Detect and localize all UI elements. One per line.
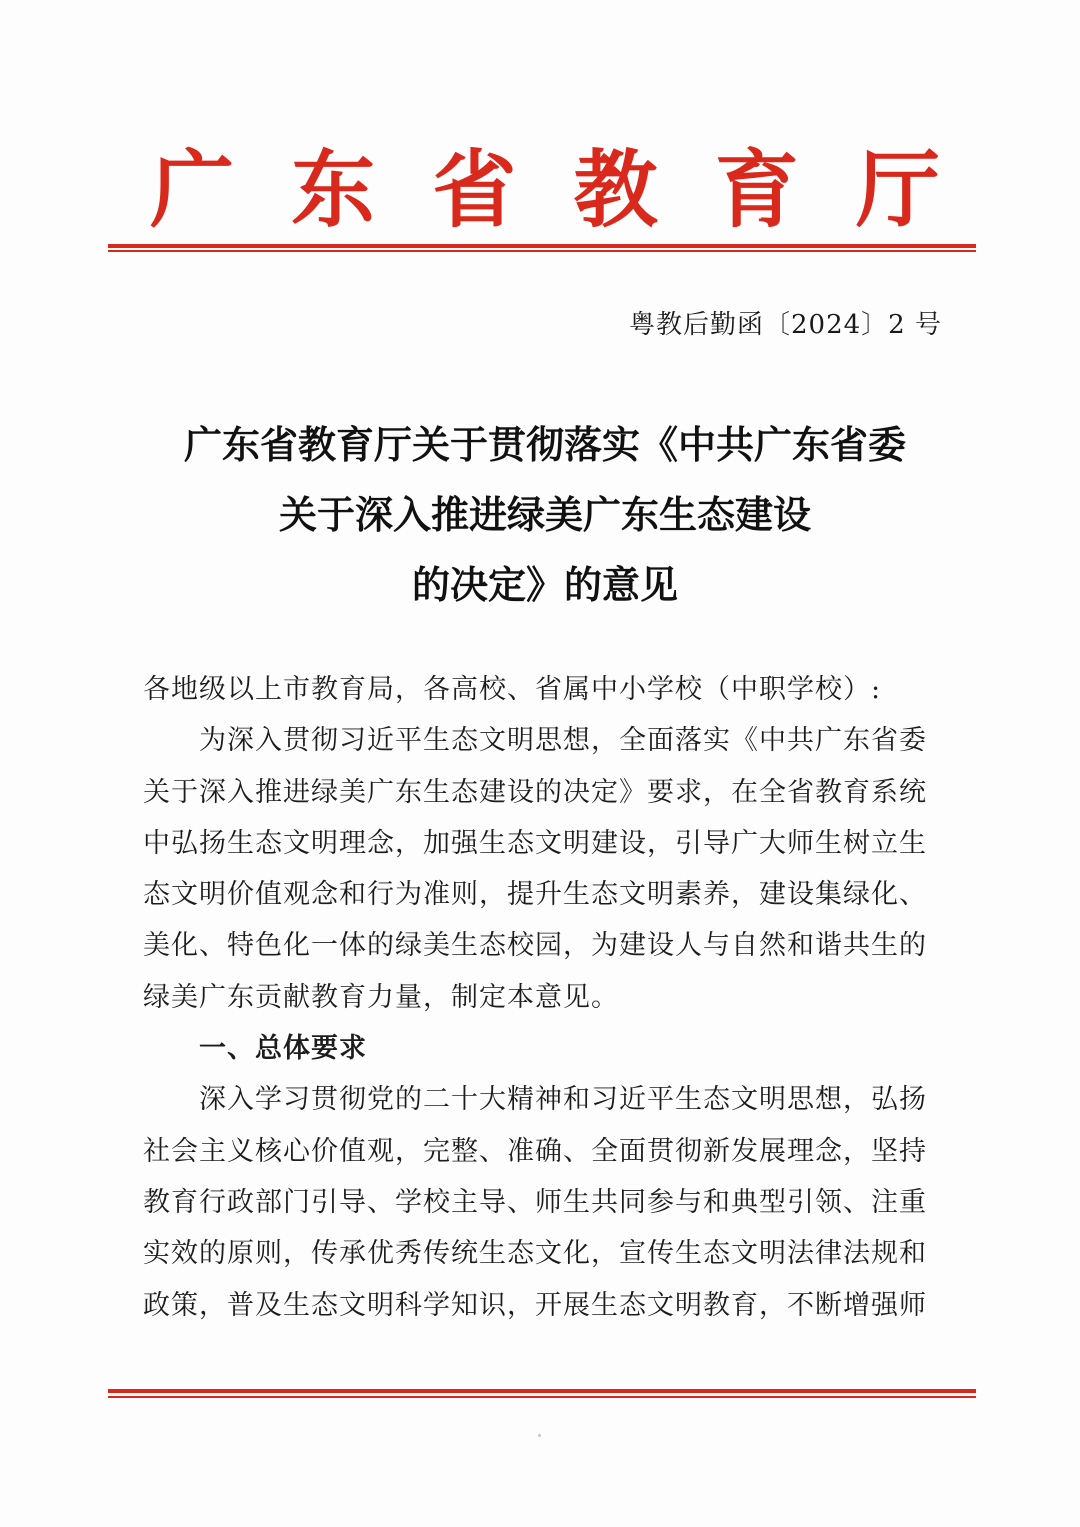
paragraph-line: 政策，普及生态文明科学知识，开展生态文明教育，不断增强师 [143, 1289, 927, 1321]
paragraph-line: 为深入贯彻习近平生态文明思想，全面落实《中共广东省委 [199, 725, 927, 757]
paragraph-line: 关于深入推进绿美广东生态建设的决定》要求，在全省教育系统 [143, 776, 927, 808]
masthead-char: 育 [714, 140, 799, 239]
masthead-char: 厅 [855, 140, 940, 239]
paragraph-line: 中弘扬生态文明理念，加强生态文明建设，引导广大师生树立生 [143, 827, 927, 859]
paragraph-line: 美化、特色化一体的绿美生态校园，为建设人与自然和谐共生的 [143, 930, 927, 962]
title-line: 广东省教育厅关于贯彻落实《中共广东省委 [183, 422, 906, 467]
paragraph-line: 教育行政部门引导、学校主导、师生共同参与和典型引领、注重 [143, 1186, 927, 1218]
document-number: 粤教后勤函〔2024〕2 号 [629, 310, 942, 340]
addressee: 各地级以上市教育局，各高校、省属中小学校（中职学校）: [143, 674, 882, 705]
document-body [143, 664, 943, 1331]
title-line: 关于深入推进绿美广东生态建设 [278, 492, 811, 537]
scan-speck [538, 1434, 541, 1437]
masthead-char: 省 [432, 140, 517, 239]
masthead-char: 广 [150, 140, 235, 239]
document-title [110, 410, 980, 620]
masthead-char: 东 [291, 140, 376, 239]
paragraph-line: 绿美广东贡献教育力量，制定本意见。 [143, 981, 619, 1013]
footer-rule-thick [108, 1389, 976, 1393]
masthead-char: 教 [573, 140, 658, 239]
masthead-rule-thick [108, 244, 976, 248]
masthead [150, 135, 940, 245]
paragraph-line: 实效的原则，传承优秀传统生态文化，宣传生态文明法律法规和 [143, 1238, 927, 1270]
section-heading: 一、总体要求 [199, 1033, 367, 1065]
paragraph-line: 态文明价值观念和行为准则，提升生态文明素养，建设集绿化、 [143, 879, 927, 911]
paragraph-line: 深入学习贯彻党的二十大精神和习近平生态文明思想，弘扬 [199, 1084, 927, 1116]
masthead-rule-thin [108, 250, 976, 252]
paragraph-line: 社会主义核心价值观，完整、准确、全面贯彻新发展理念，坚持 [143, 1135, 927, 1167]
title-line: 的决定》的意见 [411, 562, 678, 607]
footer-rule-thin [108, 1396, 976, 1398]
